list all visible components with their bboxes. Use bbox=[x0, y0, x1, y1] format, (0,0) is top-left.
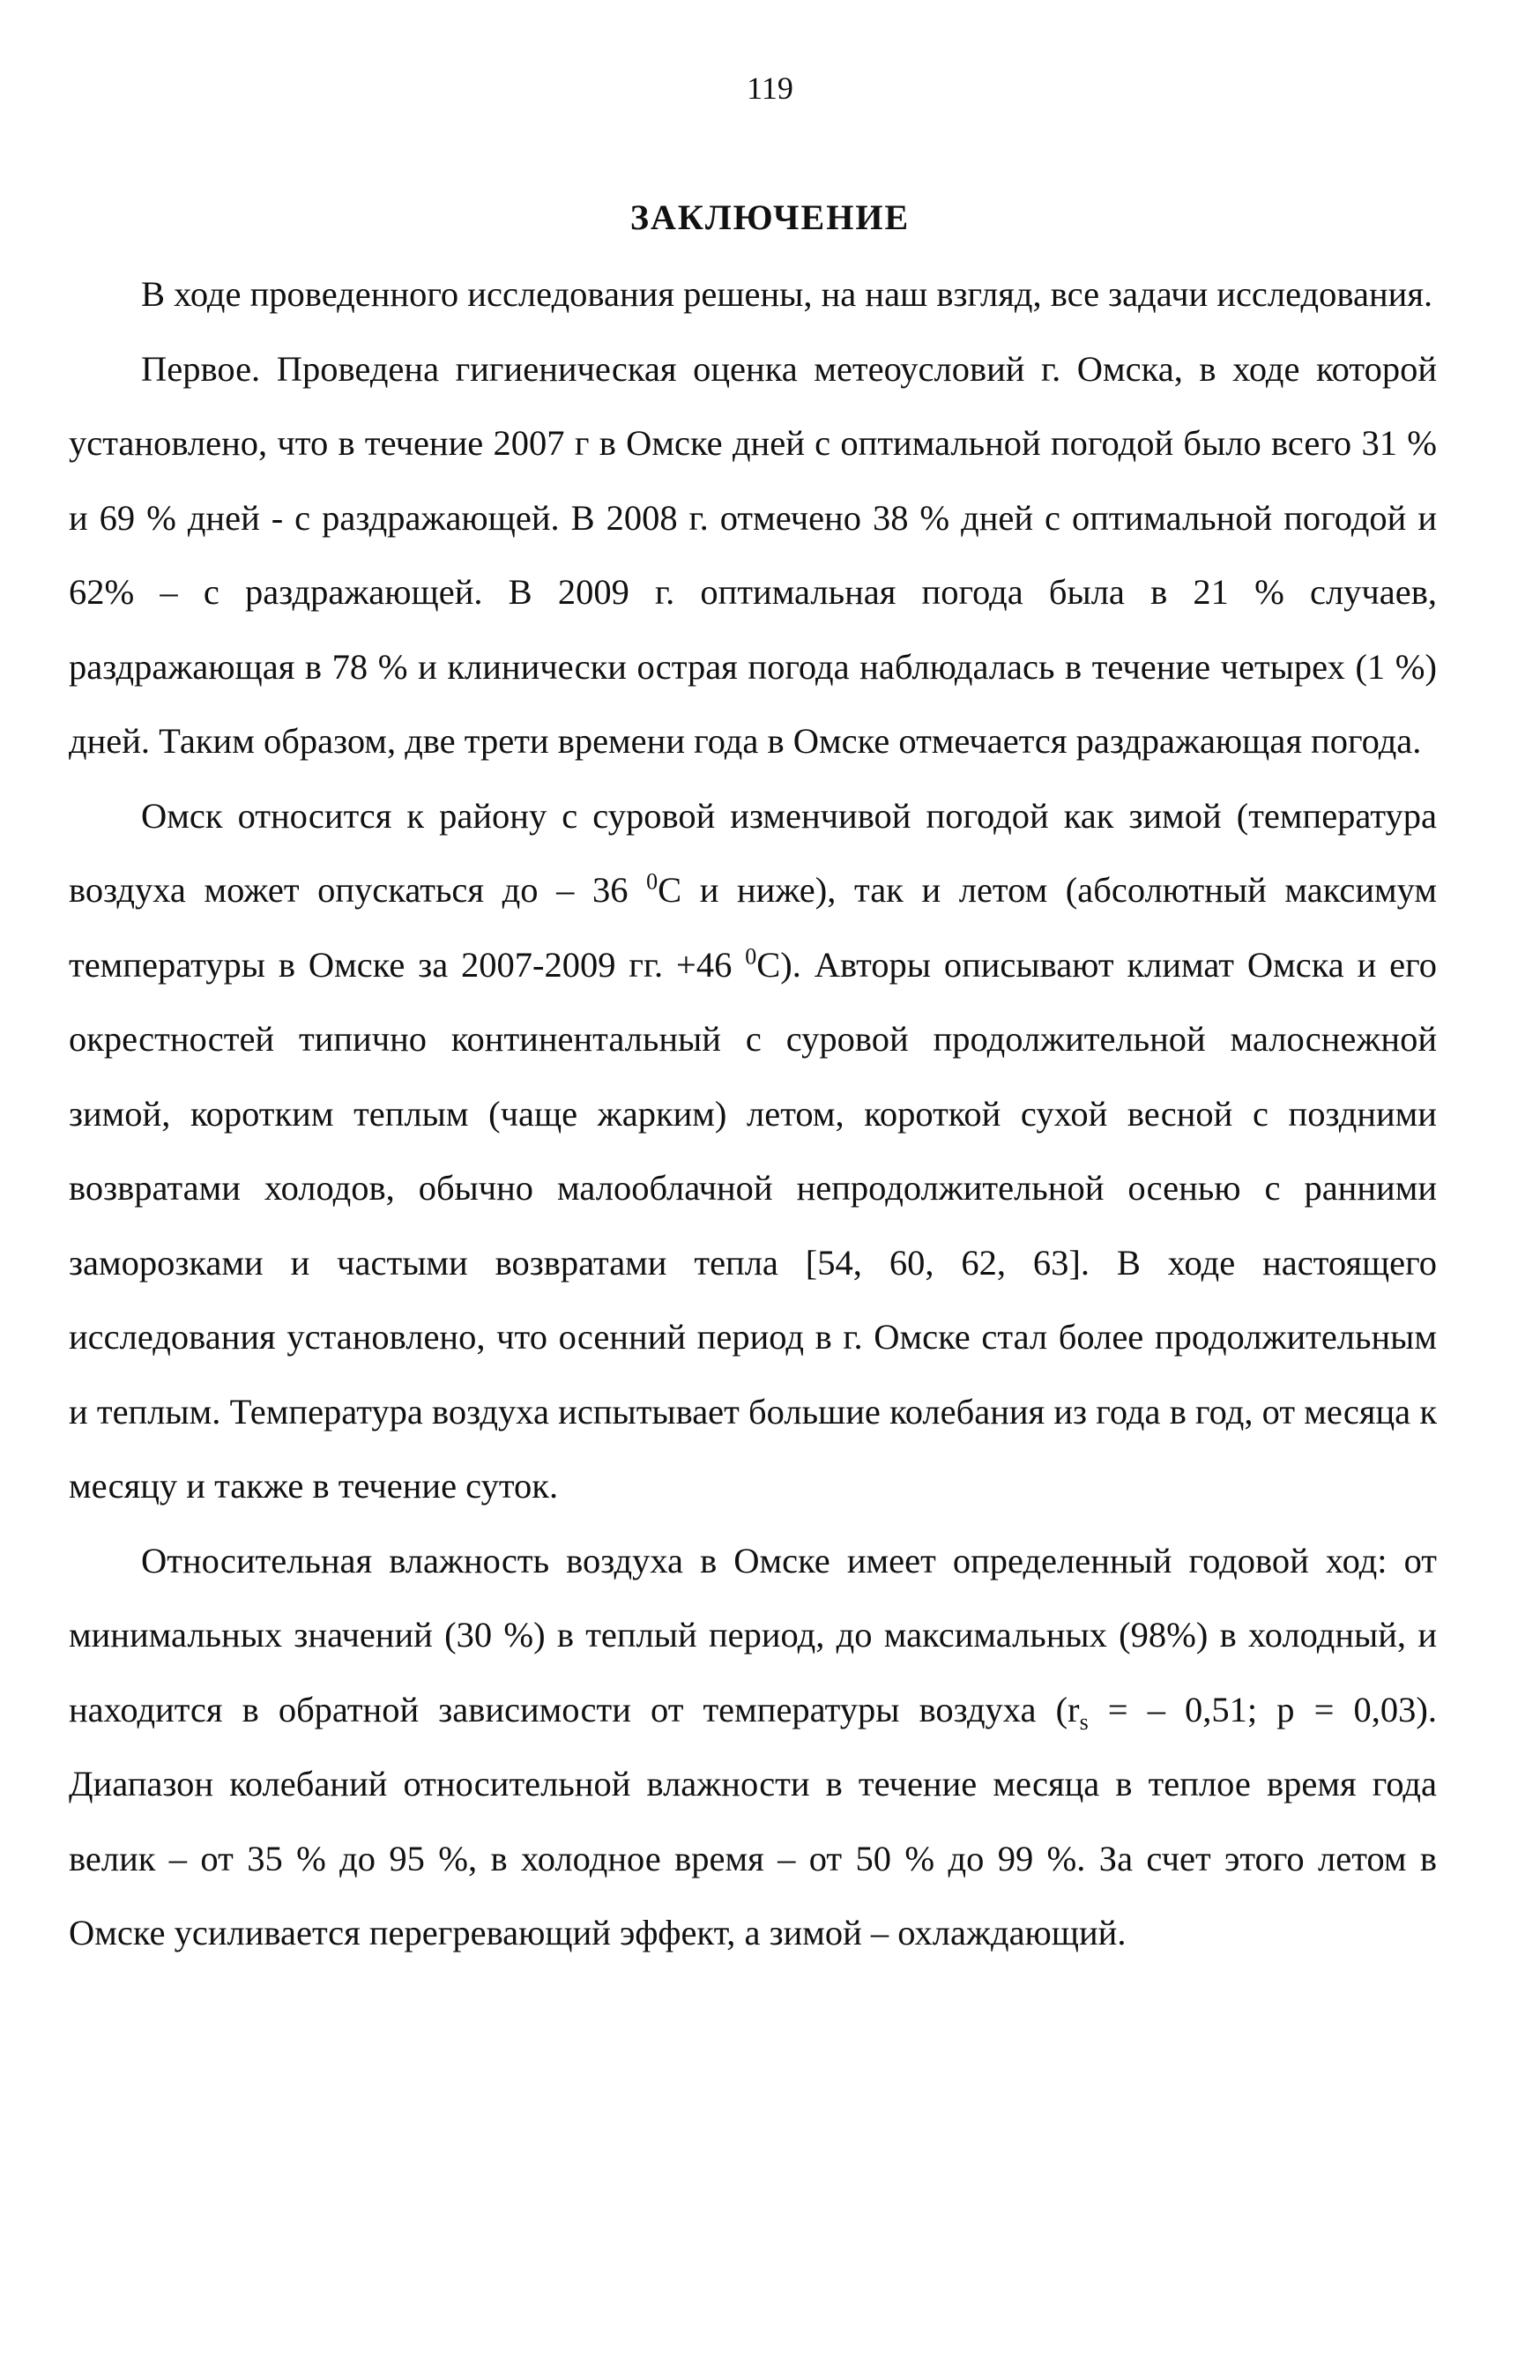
text-run: Первое. Проведена гигиеническая оценка метеоусловий г. Омска, в ходе которой установлено, что в течение 2007 г в Омске дней с оптимальной погодой было всего 31 % и 69 % дней - с раздражающей. В 2008 г. отмечено 38 % дней с оптимальной погодой и 62% – с раздражающей. В 2009 г. оптимальная погода была в 21 % случаев, раздражающая в 78 % и клинически острая погода наблюдалась в течение четырех (1 %) дней. Таким образом, две трети времени года в Омске отмечается раздражающая погода. bbox=[69, 348, 1437, 761]
paragraph-intro bbox=[69, 257, 1437, 332]
body-text bbox=[69, 257, 1437, 1971]
text-run: Относительная влажность воздуха в Омске имеет определенный годовой ход: от минимальных значений (30 %) в теплый период, до максимальных (98%) в холодный, и находится в обратной зависимости от температуры воздуха (r bbox=[69, 1540, 1437, 1729]
section-heading: ЗАКЛЮЧЕНИЕ bbox=[629, 197, 911, 237]
paragraph-humidity bbox=[69, 1524, 1437, 1971]
text-run: С). Авторы описывают климат Омска и его окрестностей типично континентальный с суровой продолжительной малоснежной зимой, коротким теплым (чаще жарким) летом, короткой сухой весной с поздними возвратами холодов, обычно малооблачной непродолжительной осенью с ранними заморозками и частыми возвратами тепла [54, 60, 62, 63]. В ходе настоящего исследования установлено, что осенний период в г. Омске стал более продолжительным и теплым. Температура воздуха испытывает большие колебания из года в год, от месяца к месяцу и также в течение суток. bbox=[69, 944, 1437, 1506]
subscript: s bbox=[1079, 1708, 1089, 1735]
page-number: 119 bbox=[747, 71, 793, 106]
paragraph-first-finding bbox=[69, 332, 1437, 779]
degree-superscript: 0 bbox=[745, 943, 757, 969]
text-run: В ходе проведенного исследования решены, на наш взгляд, все задачи исследования. bbox=[141, 274, 1433, 314]
text-run: С и ниже), так и летом (абсолютный максимум температуры в Омске за 2007-2009 гг. +46 bbox=[69, 870, 1437, 985]
degree-superscript: 0 bbox=[646, 868, 658, 895]
paragraph-climate bbox=[69, 779, 1437, 1524]
text-run: = – 0,51; p = 0,03). Диапазон колебаний относительной влажности в течение месяца в теплое время года велик – от 35 % до 95 %, в холодное время – от 50 % до 99 %. За счет этого летом в Омске усиливается перегревающий эффект, а зимой – охлаждающий. bbox=[69, 1689, 1438, 1952]
text-run: Омск относится к району с суровой изменчивой погодой как зимой (температура воздуха может опускаться до – 36 bbox=[69, 795, 1437, 910]
